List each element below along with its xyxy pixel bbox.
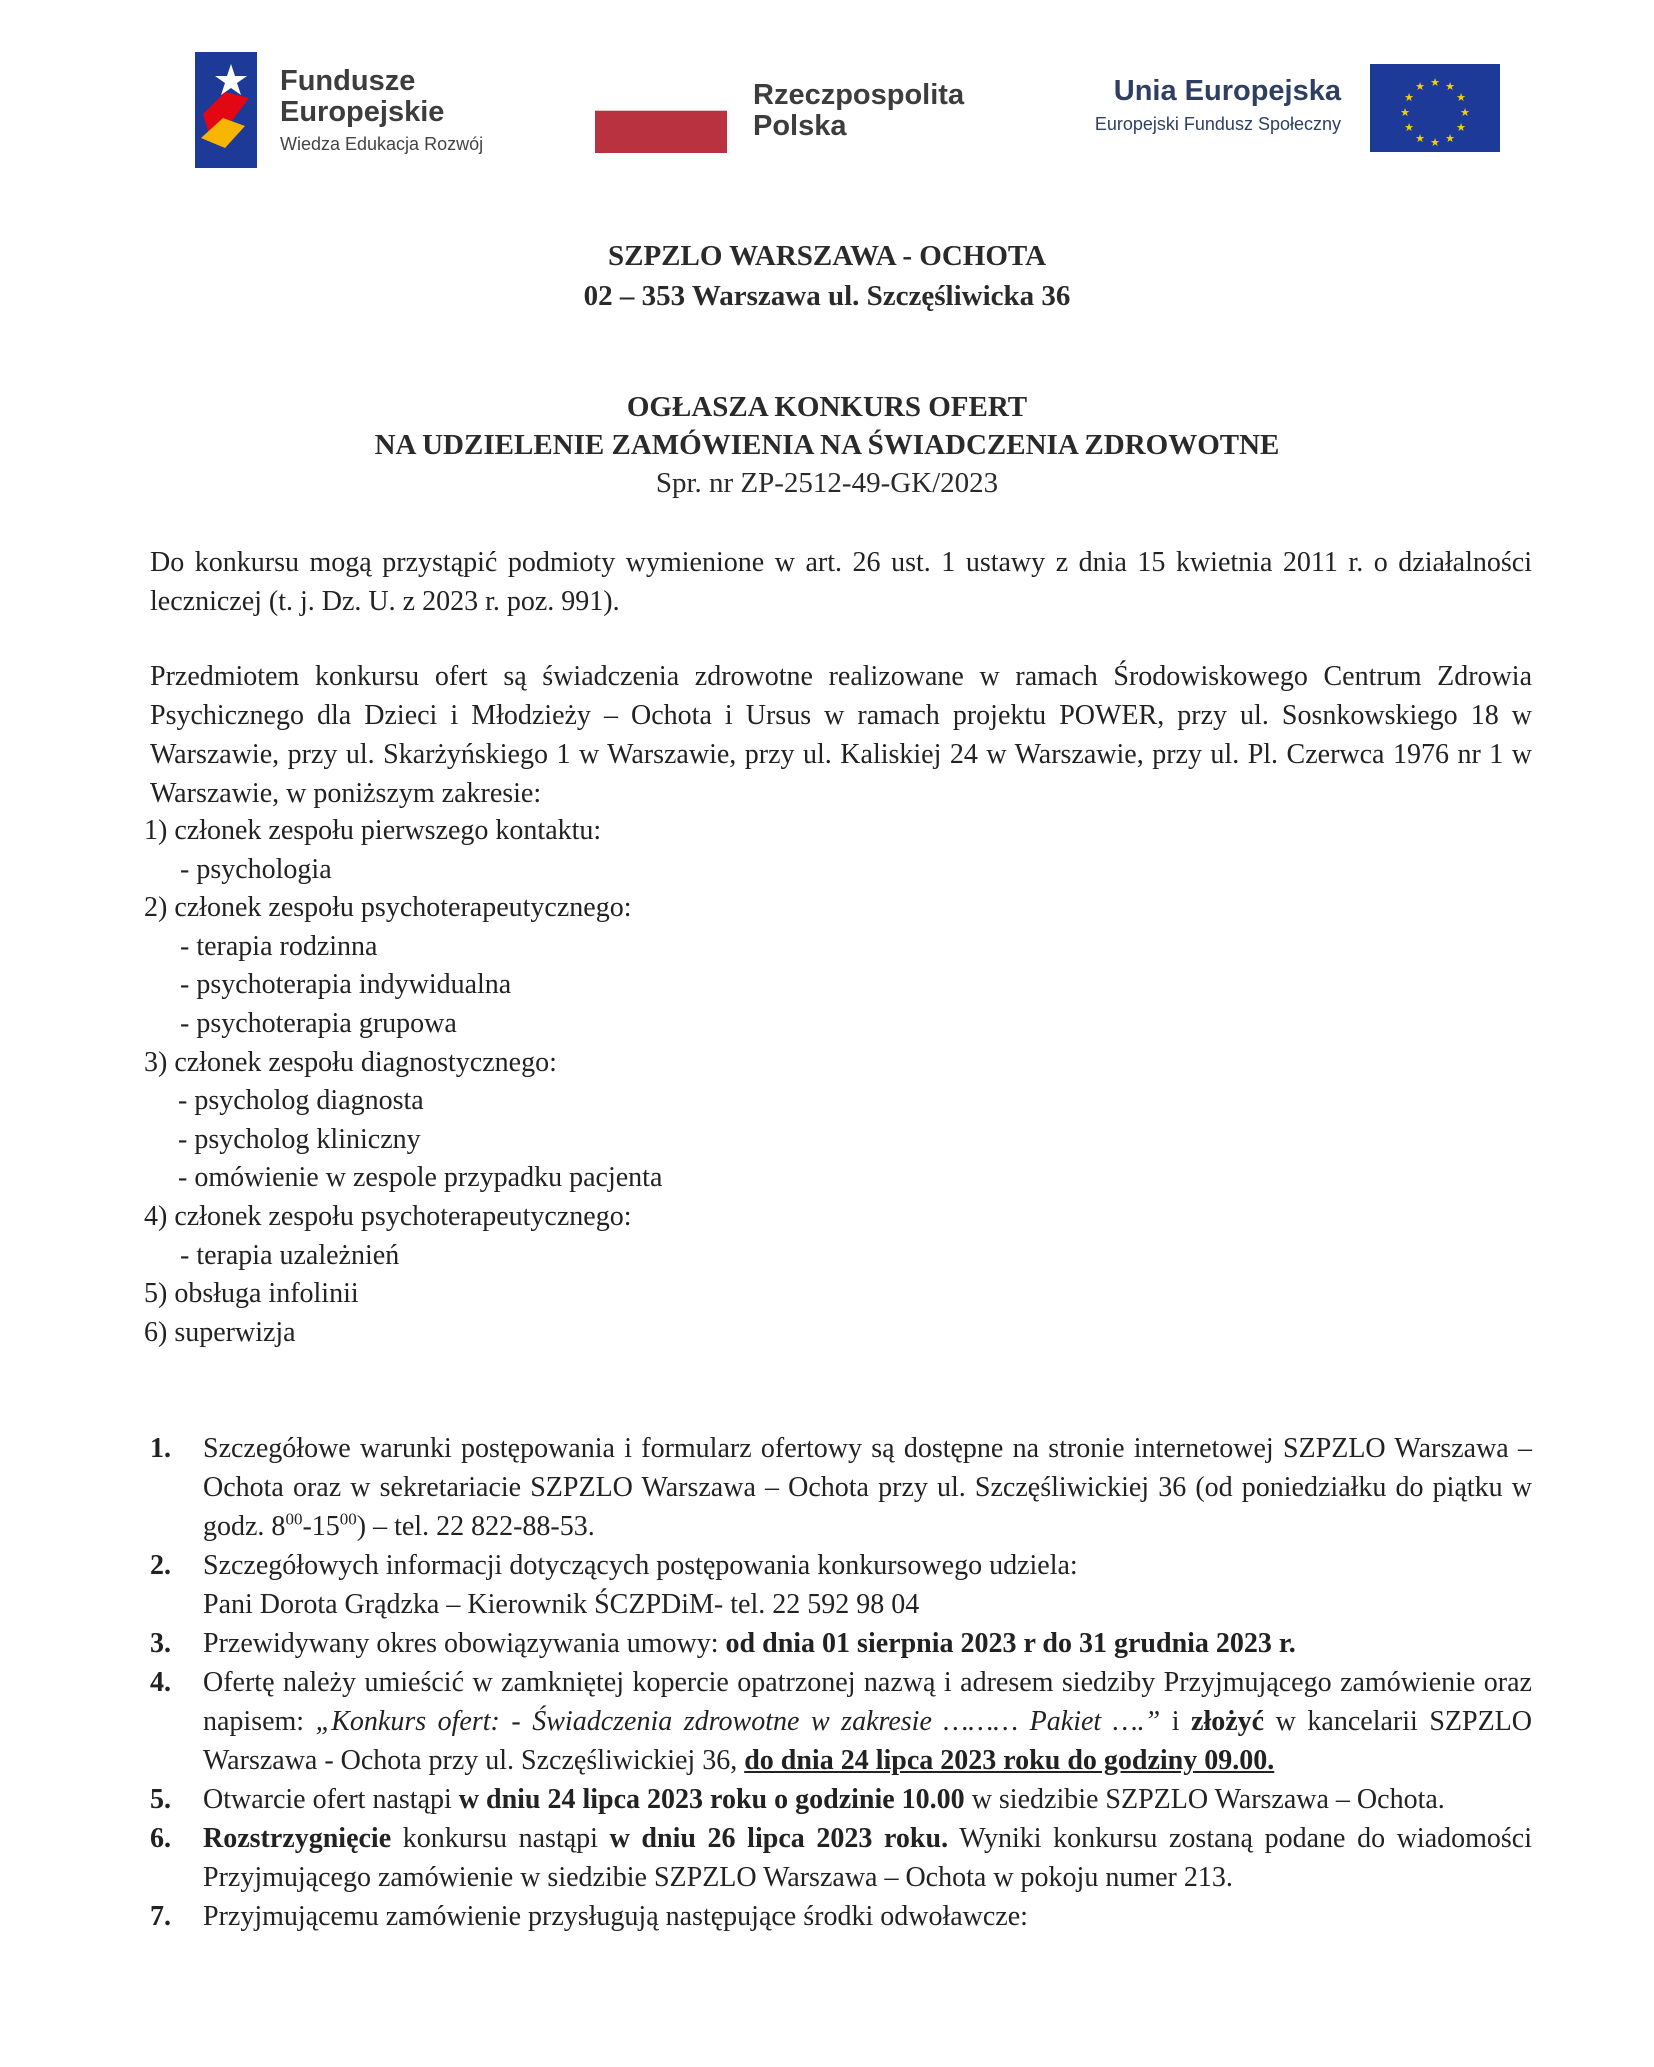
submit-word: złożyć (1191, 1706, 1265, 1737)
svg-text:★: ★ (1445, 80, 1455, 93)
point-5 (150, 1780, 1532, 1819)
scope-item: 4) członek zespołu psychoterapeutycznego: (144, 1200, 632, 1232)
svg-text:★: ★ (1456, 121, 1466, 134)
point-7 (150, 1897, 1532, 1936)
point-6 (150, 1819, 1532, 1897)
numbered-points (150, 1429, 1532, 1936)
opening-date: w dniu 24 lipca 2023 roku o godzinie 10.00 (458, 1784, 965, 1815)
svg-text:★: ★ (1404, 121, 1414, 134)
scope-subitem: - psychologia (180, 853, 332, 885)
point-number: 4. (150, 1667, 171, 1698)
submission-deadline: do dnia 24 lipca 2023 roku do godziny 09.00. (744, 1745, 1275, 1776)
announcement-title (0, 388, 1654, 502)
point-number: 1. (150, 1433, 171, 1464)
org-name: SZPZLO WARSZAWA - OCHOTA (607, 240, 1047, 272)
eligibility-paragraph: Do konkursu mogą przystąpić podmioty wymienione w art. 26 ust. 1 ustawy z dnia 15 kwietnia 2011 r. o działalności leczniczej (t. j. Dz. U. z 2023 r. poz. 991). (150, 547, 1532, 617)
svg-text:★: ★ (1404, 91, 1414, 104)
point-4-place: w kancelarii SZPZLO Warszawa - Ochota przy ul. Szczęśliwickiej 36, (203, 1706, 1532, 1776)
scope-item: 1) członek zespołu pierwszego kontaktu: (144, 815, 602, 846)
scope-item: 6) superwizja (144, 1316, 296, 1348)
svg-text:★: ★ (1445, 132, 1455, 145)
svg-text:★: ★ (1430, 136, 1440, 149)
point-6-results: Wyniki konkursu zostaną podane do wiadomości Przyjmującego zamówienie w siedzibie SZPZLO Warszawa – Ochota w pokoju numer 213. (203, 1823, 1533, 1893)
org-header (0, 236, 1654, 316)
point-number: 3. (150, 1628, 171, 1659)
hours-sup-to: 00 (339, 1509, 357, 1529)
point-number: 5. (150, 1784, 171, 1815)
fe-line2: Europejskie (280, 96, 445, 128)
point-3-label: Przewidywany okres obowiązywania umowy: (203, 1628, 726, 1659)
scope-item: 5) obsługa infolinii (144, 1278, 359, 1310)
svg-text:★: ★ (1415, 132, 1425, 145)
scope-item: 2) członek zespołu psychoterapeutycznego: (144, 892, 632, 924)
scope-list (144, 812, 662, 1352)
point-1-phone: ) – tel. 22 822-88-53. (356, 1511, 595, 1542)
point-number: 6. (150, 1823, 171, 1854)
svg-text:★: ★ (1400, 106, 1410, 119)
point-1-text: Szczegółowe warunki postępowania i formularz ofertowy są dostępne na stronie internetowej SZPZLO Warszawa – Ochota oraz w sekretariacie SZPZLO Warszawa – Ochota przy ul. Szczęśliwickiej 36 (od poniedziałku do piątku w godz. 8 (203, 1433, 1532, 1542)
scope-subitem: - psycholog diagnosta (178, 1085, 424, 1117)
unia-europejska-logo (1095, 74, 1341, 135)
svg-text:★: ★ (1430, 76, 1440, 89)
polish-flag-icon (595, 110, 727, 153)
envelope-label: „Konkurs ofert: - Świadczenia zdrowotne w zakresie ……… Pakiet ….” (315, 1706, 1161, 1737)
fe-emblem-icon (195, 52, 257, 168)
point-1 (150, 1429, 1532, 1546)
title-line2: NA UDZIELENIE ZAMÓWIENIA NA ŚWIADCZENIA ZDROWOTNE (374, 429, 1280, 461)
ue-line2: Europejski Fundusz Społeczny (1094, 114, 1341, 134)
scope-subitem: - terapia uzależnień (180, 1239, 400, 1271)
fe-line3: Wiedza Edukacja Rozwój (280, 134, 484, 154)
point-5-place: w siedzibie SZPZLO Warszawa – Ochota. (964, 1784, 1445, 1815)
point-number: 7. (150, 1901, 171, 1932)
svg-text:★: ★ (1460, 106, 1470, 119)
point-2-line1: Szczegółowych informacji dotyczących postępowania konkursowego udziela: (203, 1550, 1078, 1581)
point-number: 2. (150, 1550, 171, 1581)
point-2-line2: Pani Dorota Grądzka – Kierownik ŚCZPDiM- tel. 22 592 98 04 (203, 1589, 920, 1620)
scope-subitem: - psychoterapia grupowa (180, 1007, 457, 1039)
scope-subitem: - terapia rodzinna (180, 930, 378, 962)
scope-item: 3) członek zespołu diagnostycznego: (144, 1046, 557, 1078)
eu-flag-icon (1370, 64, 1500, 152)
resolution-date: w dniu 26 lipca 2023 roku. (609, 1823, 949, 1854)
point-7-text: Przyjmującemu zamówienie przysługują następujące środki odwoławcze: (203, 1901, 1028, 1932)
resolution-word: Rozstrzygnięcie (203, 1823, 392, 1854)
rp-line1: Rzeczpospolita (753, 79, 965, 111)
org-address: 02 – 353 Warszawa ul. Szczęśliwicka 36 (583, 280, 1071, 312)
point-4 (150, 1663, 1532, 1780)
point-3 (150, 1624, 1532, 1663)
point-2 (150, 1546, 1532, 1624)
rzeczpospolita-logo (753, 80, 964, 142)
ue-line1: Unia Europejska (1113, 75, 1341, 107)
case-reference: Spr. nr ZP-2512-49-GK/2023 (655, 467, 999, 499)
subject-paragraph: Przedmiotem konkursu ofert są świadczenia zdrowotne realizowane w ramach Środowiskowego Centrum Zdrowia Psychicznego dla Dzieci i Młodzieży – Ochota i Ursus w ramach projektu POWER, przy ul. Sosnkowskiego 18 w Warszawie, przy ul. Skarżyńskiego 1 w Warszawie, przy ul. Kaliskiej 24 w Warszawie, przy ul. Pl. Czerwca 1976 nr 1 w Warszawie, w poniższym zakresie: (150, 661, 1532, 809)
rp-line2: Polska (753, 110, 847, 142)
hours-dash: -15 (302, 1511, 340, 1542)
point-4-text: Ofertę należy umieścić w zamkniętej kopercie opatrzonej nazwą i adresem siedziby Przyjmującego zamówienie oraz napisem: (203, 1667, 1532, 1737)
point-5-text: Otwarcie ofert nastąpi (203, 1784, 459, 1815)
contract-period: od dnia 01 sierpnia 2023 r do 31 grudnia 2023 r. (725, 1628, 1296, 1659)
point-6-text: konkursu nastąpi (391, 1823, 610, 1854)
point-4-and: i (1160, 1706, 1192, 1737)
scope-subitem: - psycholog kliniczny (178, 1123, 421, 1155)
title-line1: OGŁASZA KONKURS OFERT (626, 391, 1028, 423)
hours-sup-from: 00 (285, 1509, 303, 1529)
svg-text:★: ★ (1415, 80, 1425, 93)
logo-bar (0, 52, 1654, 182)
fe-line1: Fundusze (280, 65, 416, 97)
svg-text:★: ★ (1456, 91, 1466, 104)
scope-subitem: - omówienie w zespole przypadku pacjenta (178, 1162, 663, 1194)
scope-subitem: - psychoterapia indywidualna (180, 969, 512, 1001)
